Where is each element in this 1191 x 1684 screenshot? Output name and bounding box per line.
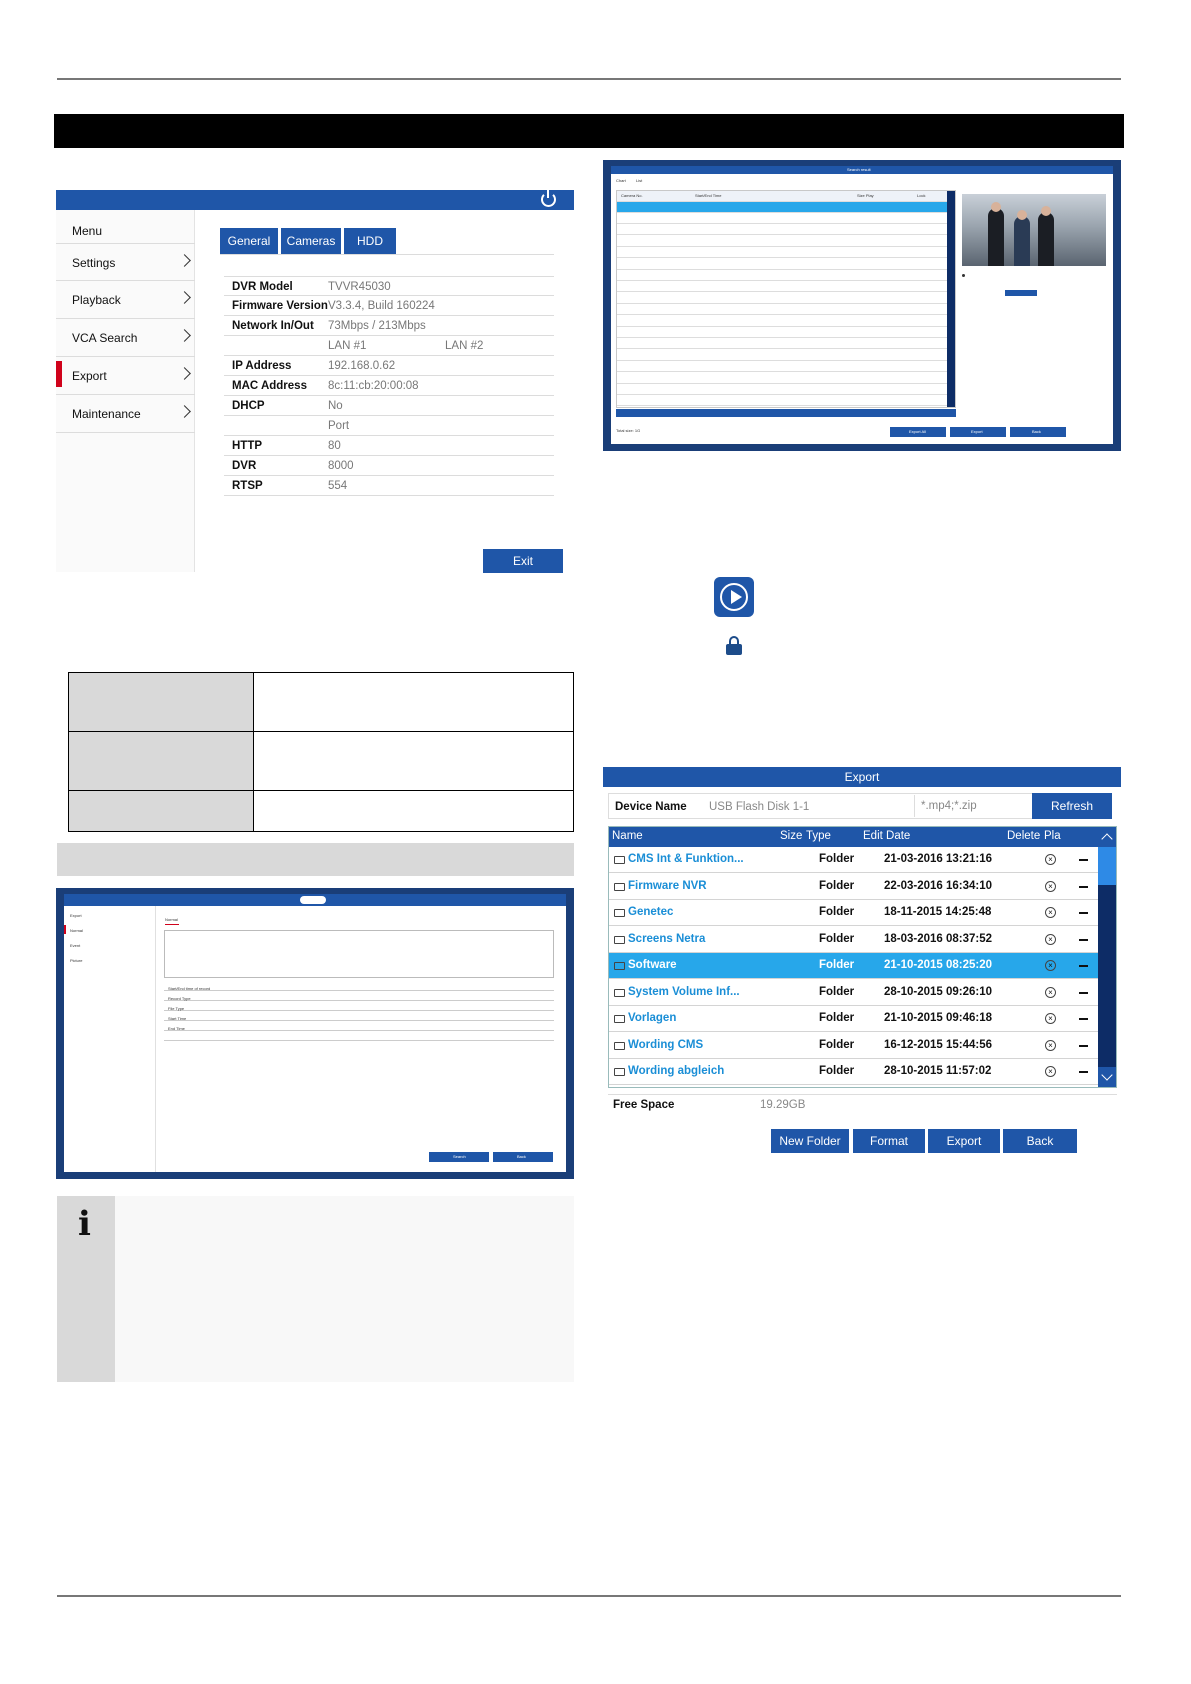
file-edit-date: 22-03-2016 16:34:10 bbox=[884, 879, 993, 892]
table-row[interactable] bbox=[617, 236, 947, 247]
table-row[interactable] bbox=[609, 953, 1098, 979]
folder-icon bbox=[614, 1015, 625, 1023]
play-dash-icon[interactable] bbox=[1079, 912, 1088, 914]
field-label: File Type bbox=[168, 1006, 185, 1011]
folder-icon bbox=[614, 883, 625, 891]
file-name: Wording abgleich bbox=[628, 1065, 725, 1077]
table-row[interactable] bbox=[617, 316, 947, 327]
description-table bbox=[68, 672, 574, 832]
chevron-right-icon bbox=[178, 367, 191, 380]
sidebar-item-label: Export bbox=[70, 913, 82, 918]
back-button[interactable] bbox=[493, 1152, 553, 1162]
scroll-up-icon[interactable] bbox=[1098, 827, 1116, 847]
scrollbar[interactable] bbox=[1098, 827, 1116, 1087]
button-label: Back bbox=[517, 1154, 526, 1159]
delete-icon[interactable]: × bbox=[1045, 960, 1056, 971]
sidebar-item-playback[interactable] bbox=[56, 281, 195, 319]
delete-icon[interactable]: × bbox=[1045, 987, 1056, 998]
button-label: Export All bbox=[909, 429, 926, 434]
tab-list[interactable]: List bbox=[636, 178, 643, 183]
folder-icon bbox=[614, 909, 625, 917]
button-label: Search bbox=[453, 1154, 466, 1159]
sidebar-item-label: Event bbox=[70, 943, 81, 948]
file-edit-date: 21-10-2015 08:25:20 bbox=[884, 959, 993, 971]
file-type: Folder bbox=[819, 932, 855, 945]
table-row[interactable] bbox=[617, 202, 947, 213]
active-marker bbox=[64, 925, 66, 934]
sidebar-item-label: Normal bbox=[70, 928, 83, 933]
info-value: 554 bbox=[328, 480, 348, 492]
format-button[interactable]: Format bbox=[853, 1129, 925, 1153]
chevron-right-icon bbox=[178, 329, 191, 342]
info-row bbox=[224, 376, 554, 396]
table-row[interactable] bbox=[617, 384, 947, 395]
refresh-button[interactable]: Refresh bbox=[1032, 793, 1112, 819]
divider bbox=[164, 1040, 554, 1041]
file-name: Screens Netra bbox=[628, 932, 706, 945]
column-type[interactable]: Type bbox=[806, 830, 831, 842]
export-dialog-screenshot bbox=[603, 767, 1121, 1153]
new-folder-button[interactable]: New Folder bbox=[771, 1129, 849, 1153]
column-delete[interactable]: Delete bbox=[1007, 830, 1041, 842]
file-type: Folder bbox=[819, 879, 855, 892]
table-cell bbox=[254, 791, 574, 832]
folder-icon bbox=[614, 1042, 625, 1050]
play-dash-icon[interactable] bbox=[1079, 1045, 1088, 1047]
table-row[interactable] bbox=[617, 282, 947, 293]
file-edit-date: 21-10-2015 09:46:18 bbox=[884, 1012, 993, 1024]
result-list bbox=[616, 190, 956, 408]
play-dash-icon[interactable] bbox=[1079, 886, 1088, 888]
table-row[interactable] bbox=[617, 350, 947, 361]
file-type: Folder bbox=[819, 906, 855, 918]
note-sidebar bbox=[57, 1196, 115, 1382]
table-row[interactable] bbox=[617, 361, 947, 372]
person-head bbox=[1041, 206, 1051, 216]
delete-icon[interactable]: × bbox=[1045, 1013, 1056, 1024]
folder-icon bbox=[614, 856, 625, 864]
file-type: Folder bbox=[819, 1065, 855, 1077]
table-row[interactable] bbox=[617, 213, 947, 224]
scroll-down-icon[interactable] bbox=[1098, 1067, 1116, 1087]
table-row[interactable] bbox=[617, 293, 947, 304]
column-header: Start/End Time bbox=[695, 193, 722, 198]
table-row[interactable] bbox=[617, 339, 947, 350]
file-name: Firmware NVR bbox=[628, 879, 707, 892]
play-icon bbox=[714, 577, 754, 617]
field-label: Record Type bbox=[168, 996, 191, 1001]
table-cell bbox=[254, 673, 574, 732]
info-row bbox=[224, 336, 554, 356]
sidebar bbox=[56, 210, 195, 572]
info-key: IP Address bbox=[232, 360, 292, 372]
info-key: DHCP bbox=[232, 400, 265, 412]
screenshot-body bbox=[64, 894, 566, 1172]
menu-title: Menu bbox=[72, 224, 103, 238]
person-figure bbox=[1038, 212, 1054, 266]
play-dash-icon[interactable] bbox=[1079, 965, 1088, 967]
table-row[interactable] bbox=[609, 980, 1098, 1006]
divider bbox=[164, 1030, 554, 1031]
system-info-screenshot bbox=[56, 190, 574, 572]
table-row[interactable] bbox=[609, 1006, 1098, 1032]
table-row[interactable] bbox=[609, 1059, 1098, 1085]
info-row bbox=[224, 396, 554, 416]
exit-button[interactable]: Exit bbox=[483, 549, 563, 573]
chevron-right-icon bbox=[178, 291, 191, 304]
button-label: Back bbox=[1032, 429, 1041, 434]
table-row[interactable] bbox=[617, 270, 947, 281]
divider bbox=[164, 1010, 554, 1011]
folder-icon bbox=[614, 962, 625, 970]
footer-text: Total size: 1G bbox=[616, 428, 641, 433]
play-dash-icon[interactable] bbox=[1079, 992, 1088, 994]
file-edit-date: 18-11-2015 14:25:48 bbox=[884, 906, 992, 918]
sidebar-item-label: Maintenance bbox=[72, 407, 141, 421]
info-row bbox=[224, 356, 554, 376]
play-dash-icon[interactable] bbox=[1079, 859, 1088, 861]
info-value: 8c:11:cb:20:00:08 bbox=[328, 380, 419, 392]
info-key: RTSP bbox=[232, 480, 263, 492]
sidebar-item-export[interactable] bbox=[56, 357, 195, 395]
file-name: Genetec bbox=[628, 906, 674, 918]
info-row bbox=[224, 476, 554, 496]
sidebar-item-label: Playback bbox=[72, 293, 121, 307]
lock-icon bbox=[726, 636, 742, 656]
play-dash-icon[interactable] bbox=[1079, 1018, 1088, 1020]
tab-underline bbox=[220, 254, 554, 255]
info-value: Port bbox=[328, 420, 350, 432]
playback-controls[interactable] bbox=[1005, 290, 1037, 296]
folder-icon bbox=[614, 1068, 625, 1076]
free-space-value: 19.29GB bbox=[760, 1099, 806, 1111]
status-dot bbox=[962, 274, 965, 277]
info-note bbox=[57, 1196, 574, 1382]
table-cell bbox=[69, 732, 254, 791]
device-select[interactable]: USB Flash Disk 1-1 bbox=[709, 801, 810, 813]
info-value: No bbox=[328, 400, 343, 412]
table-row[interactable] bbox=[617, 247, 947, 258]
power-icon[interactable] bbox=[541, 192, 556, 207]
table-row[interactable] bbox=[609, 1033, 1098, 1059]
table-row[interactable] bbox=[609, 847, 1098, 873]
scroll-thumb[interactable] bbox=[1098, 847, 1116, 885]
section-header-bar bbox=[54, 114, 1124, 148]
back-button[interactable]: Back bbox=[1003, 1129, 1077, 1153]
table-cell bbox=[69, 791, 254, 832]
dialog-title: Export bbox=[603, 767, 1121, 787]
info-value: 73Mbps / 213Mbps bbox=[328, 320, 426, 332]
field-label: Start Time bbox=[168, 1016, 187, 1021]
info-row bbox=[224, 316, 554, 336]
delete-icon[interactable]: × bbox=[1045, 1066, 1056, 1077]
file-name: Software bbox=[628, 959, 677, 971]
table-row[interactable] bbox=[609, 874, 1098, 900]
sidebar-item-label: Picture bbox=[70, 958, 83, 963]
file-edit-date: 18-03-2016 08:37:52 bbox=[884, 932, 993, 945]
table-row[interactable] bbox=[609, 900, 1098, 926]
column-header: Lock bbox=[917, 193, 926, 198]
info-value-2: LAN #2 bbox=[445, 340, 484, 352]
table-row[interactable] bbox=[617, 259, 947, 270]
delete-icon[interactable]: × bbox=[1045, 881, 1056, 892]
info-key: Firmware Version bbox=[232, 300, 328, 312]
file-type: Folder bbox=[819, 1038, 855, 1051]
free-space-label: Free Space bbox=[613, 1099, 675, 1111]
column-edit-date[interactable]: Edit Date bbox=[863, 830, 911, 842]
tab-normal[interactable]: Normal bbox=[165, 917, 178, 922]
search-button[interactable] bbox=[429, 1152, 489, 1162]
device-label: Device Name bbox=[615, 801, 687, 813]
sidebar-item-label: Export bbox=[72, 369, 107, 383]
info-key: DVR bbox=[232, 460, 257, 472]
sidebar-item-maintenance[interactable] bbox=[56, 395, 195, 433]
column-name[interactable]: Name bbox=[612, 830, 643, 842]
play-icon-triangle bbox=[731, 590, 742, 604]
title-bar bbox=[56, 190, 574, 210]
table-row[interactable] bbox=[617, 225, 947, 236]
search-result-screenshot bbox=[603, 160, 1121, 451]
back-button[interactable] bbox=[1010, 427, 1066, 437]
info-key: MAC Address bbox=[232, 380, 307, 392]
field-label: Start/End time of record bbox=[168, 986, 211, 991]
screenshot-body bbox=[611, 166, 1113, 444]
list-header bbox=[617, 191, 947, 202]
folder-icon bbox=[614, 936, 625, 944]
camera-box bbox=[164, 930, 554, 978]
delete-icon[interactable]: × bbox=[1045, 854, 1056, 865]
file-name: CMS Int & Funktion... bbox=[628, 853, 744, 865]
info-row bbox=[224, 436, 554, 456]
person-head bbox=[1017, 210, 1027, 220]
folder-icon bbox=[614, 989, 625, 997]
chevron-right-icon bbox=[178, 405, 191, 418]
table-row[interactable] bbox=[617, 396, 947, 407]
file-edit-date: 21-03-2016 13:21:16 bbox=[884, 853, 993, 865]
column-size[interactable]: Size bbox=[780, 830, 803, 842]
file-name: System Volume Inf... bbox=[628, 985, 740, 998]
divider bbox=[164, 1020, 554, 1021]
info-value: V3.3.4, Build 160224 bbox=[328, 300, 435, 312]
list-footer bbox=[616, 409, 956, 417]
file-type: Folder bbox=[819, 985, 855, 998]
file-filter-field[interactable]: *.mp4;*.zip bbox=[914, 795, 1002, 817]
logo bbox=[300, 896, 326, 904]
tab-underline bbox=[165, 924, 179, 925]
export-button[interactable] bbox=[950, 427, 1006, 437]
info-value: LAN #1 bbox=[328, 340, 367, 352]
top-rule bbox=[57, 78, 1121, 80]
title-bar bbox=[611, 166, 1113, 174]
button-label: Export bbox=[971, 429, 983, 434]
sidebar-item-vca-search[interactable] bbox=[56, 319, 195, 357]
table-row[interactable] bbox=[617, 373, 947, 384]
delete-icon[interactable]: × bbox=[1045, 934, 1056, 945]
preview-image bbox=[962, 194, 1106, 266]
chevron-right-icon bbox=[178, 254, 191, 267]
divider bbox=[164, 990, 554, 991]
file-type: Folder bbox=[819, 853, 855, 865]
file-table bbox=[608, 826, 1117, 1088]
table-header bbox=[609, 827, 1098, 847]
column-header: Size Play bbox=[857, 193, 874, 198]
file-edit-date: 28-10-2015 09:26:10 bbox=[884, 985, 993, 998]
file-type: Folder bbox=[819, 959, 855, 971]
info-key: HTTP bbox=[232, 440, 263, 452]
sidebar-item-settings[interactable] bbox=[56, 243, 195, 281]
export-all-button[interactable] bbox=[890, 427, 946, 437]
file-type: Folder bbox=[819, 1012, 855, 1024]
info-icon: i bbox=[78, 1204, 91, 1244]
tab-general[interactable]: General bbox=[220, 228, 278, 254]
person-figure bbox=[1014, 216, 1030, 266]
tab-chart[interactable]: Chart bbox=[616, 178, 626, 183]
tab-cameras[interactable]: Cameras bbox=[281, 228, 341, 254]
sidebar-item-label: VCA Search bbox=[72, 331, 138, 345]
table-row[interactable] bbox=[617, 304, 947, 315]
delete-icon[interactable]: × bbox=[1045, 907, 1056, 918]
title-bar bbox=[64, 894, 566, 906]
table-row[interactable] bbox=[617, 327, 947, 338]
info-value: TVVR45030 bbox=[328, 281, 391, 293]
info-key: Network In/Out bbox=[232, 320, 314, 332]
person-figure bbox=[988, 208, 1004, 266]
file-edit-date: 28-10-2015 11:57:02 bbox=[884, 1065, 992, 1077]
info-key: DVR Model bbox=[232, 281, 293, 293]
play-dash-icon[interactable] bbox=[1079, 939, 1088, 941]
table-cell bbox=[69, 673, 254, 732]
play-dash-icon[interactable] bbox=[1079, 1071, 1088, 1073]
scrollbar[interactable] bbox=[947, 191, 955, 407]
info-row bbox=[224, 276, 554, 296]
info-value: 8000 bbox=[328, 460, 354, 472]
table-cell bbox=[254, 732, 574, 791]
export-search-screenshot bbox=[56, 888, 574, 1179]
tab-hdd[interactable]: HDD bbox=[344, 228, 396, 254]
sidebar-item-label: Settings bbox=[72, 256, 116, 270]
person-head bbox=[991, 202, 1001, 212]
file-name: Wording CMS bbox=[628, 1038, 704, 1051]
info-value: 80 bbox=[328, 440, 341, 452]
delete-icon[interactable]: × bbox=[1045, 1040, 1056, 1051]
file-edit-date: 16-12-2015 15:44:56 bbox=[884, 1038, 993, 1051]
info-row bbox=[224, 296, 554, 316]
table-row[interactable] bbox=[609, 927, 1098, 953]
file-name: Vorlagen bbox=[628, 1012, 677, 1024]
column-header: Camera No. bbox=[621, 193, 643, 198]
info-row bbox=[224, 416, 554, 436]
field-label: End Time bbox=[168, 1026, 185, 1031]
section-subheader-bar bbox=[57, 843, 574, 876]
window-title: Search result bbox=[847, 167, 871, 172]
export-button[interactable]: Export bbox=[928, 1129, 1000, 1153]
info-row bbox=[224, 456, 554, 476]
bottom-rule bbox=[57, 1595, 1121, 1597]
column-play[interactable]: Pla bbox=[1044, 830, 1061, 842]
lock-body bbox=[726, 644, 742, 655]
divider bbox=[164, 1000, 554, 1001]
info-value: 192.168.0.62 bbox=[328, 360, 396, 372]
free-space-row bbox=[608, 1094, 1117, 1114]
